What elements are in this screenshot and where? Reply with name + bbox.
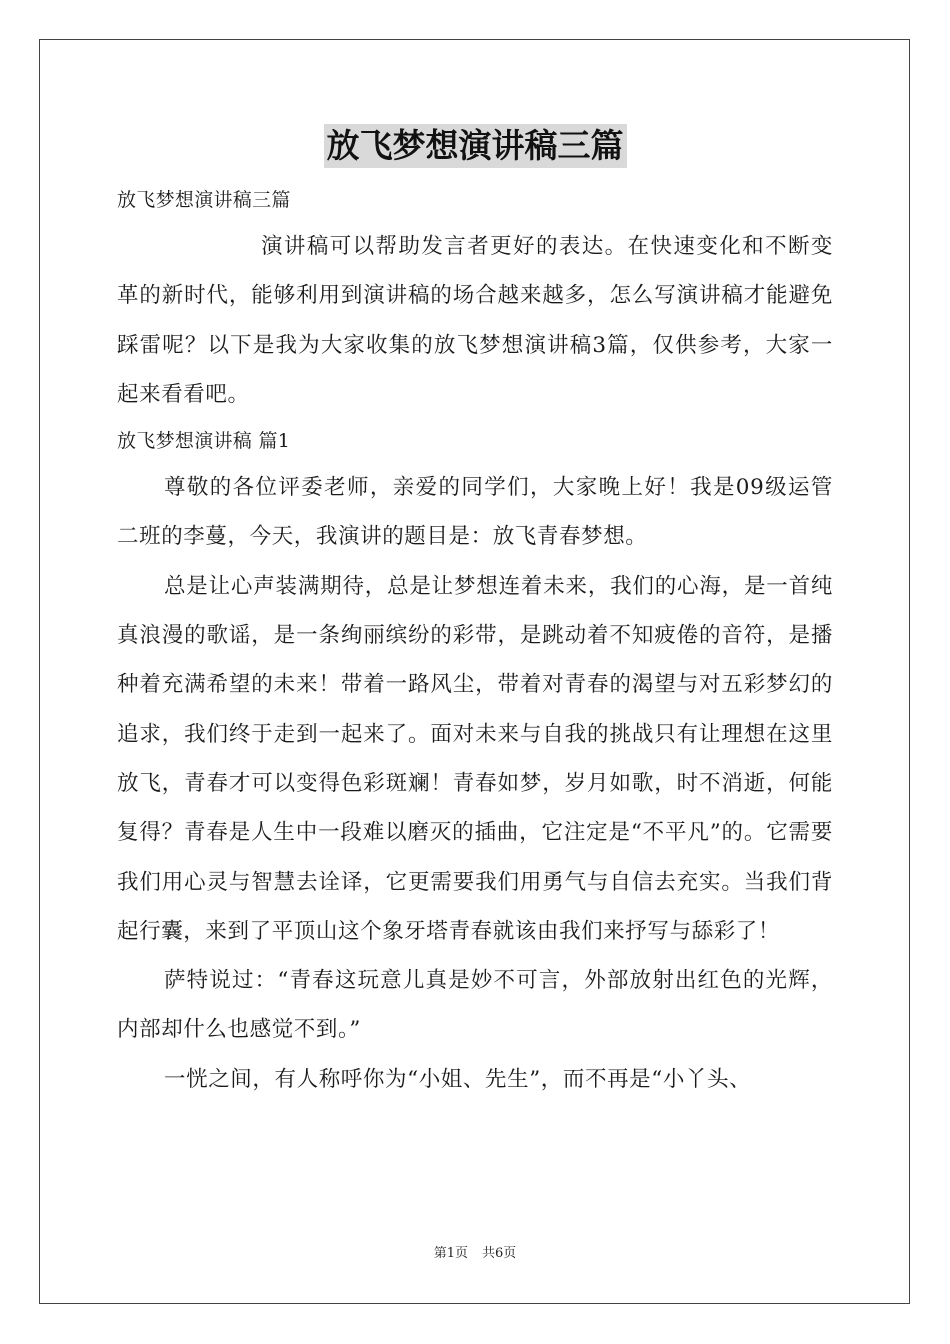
body-paragraph: 萨特说过：“青春这玩意儿真是妙不可言，外部放射出红色的光辉，内部却什么也感觉不到。” bbox=[117, 968, 833, 1043]
intro-paragraph: 演讲稿可以帮助发言者更好的表达。在快速变化和不断变革的新时代，能够利用到演讲稿的场合越来越多，怎么写演讲稿才能避免踩雷呢？以下是我为大家收集的放飞梦想演讲稿3篇，仅供参考，大家一起来看看吧。 bbox=[117, 234, 833, 407]
document-title: 放飞梦想演讲稿三篇 bbox=[324, 124, 627, 168]
body-paragraph: 尊敬的各位评委老师，亲爱的同学们，大家晚上好！我是09级运管二班的李蔓，今天，我演讲的题目是：放飞青春梦想。 bbox=[117, 475, 833, 550]
body-paragraph: 一恍之间，有人称呼你为“小姐、先生”，而不再是“小丫头、 bbox=[164, 1066, 752, 1092]
page-number: 第1页 bbox=[433, 1246, 468, 1261]
page-footer bbox=[0, 1245, 950, 1263]
page-total: 共6页 bbox=[482, 1246, 517, 1261]
document-body bbox=[117, 178, 833, 1104]
section-heading: 放飞梦想演讲稿 篇1 bbox=[117, 430, 291, 453]
body-paragraph: 总是让心声装满期待，总是让梦想连着未来，我们的心海，是一首纯真浪漫的歌谣，是一条绚丽缤纷的彩带，是跳动着不知疲倦的音符，是播种着充满希望的未来！带着一路风尘，带着对青春的渴望与对五彩梦幻的追求，我们终于走到一起来了。面对未来与自我的挑战只有让理想在这里放飞，青春才可以变得色彩斑斓！青春如梦，岁月如歌，时不消逝，何能复得？青春是人生中一段难以磨灭的插曲，它注定是“不平凡”的。它需要我们用心灵与智慧去诠译，它更需要我们用勇气与自信去充实。当我们背起行囊，来到了平顶山这个象牙塔青春就该由我们来抒写与舔彩了！ bbox=[117, 573, 833, 944]
document-subtitle: 放飞梦想演讲稿三篇 bbox=[117, 189, 291, 211]
title-wrap bbox=[0, 124, 950, 168]
